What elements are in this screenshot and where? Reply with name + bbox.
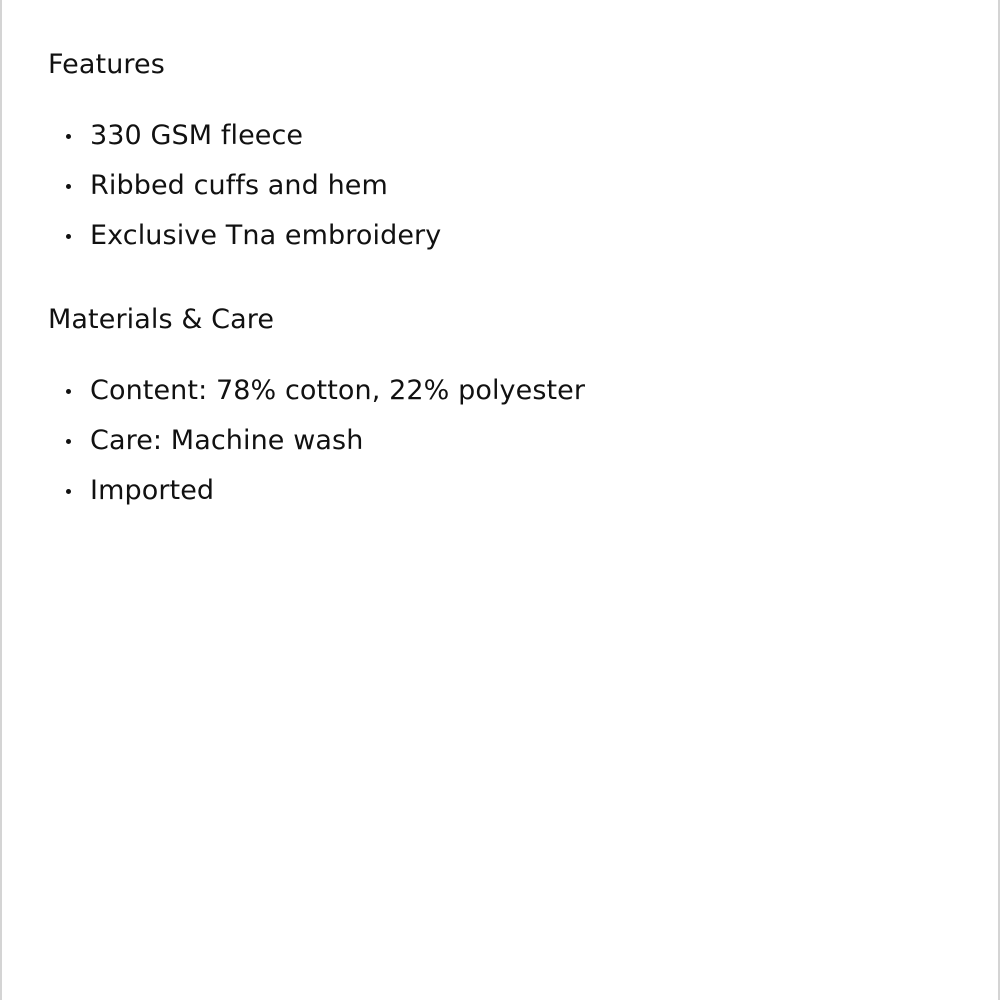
list-item xyxy=(48,416,948,466)
bullet-icon xyxy=(66,489,71,494)
bullet-icon xyxy=(66,439,71,444)
bullet-icon xyxy=(66,134,71,139)
features-section xyxy=(48,46,948,261)
list-item-text: Care: Machine wash xyxy=(90,425,364,456)
features-list xyxy=(48,111,948,261)
features-heading: Features xyxy=(48,49,165,80)
list-item xyxy=(48,111,948,161)
list-item xyxy=(48,161,948,211)
list-item xyxy=(48,466,948,516)
bullet-icon xyxy=(66,389,71,394)
list-item-text: Imported xyxy=(90,475,215,506)
list-item-text: Content: 78% cotton, 22% polyester xyxy=(90,375,586,406)
materials-care-heading: Materials & Care xyxy=(48,304,275,335)
materials-care-section xyxy=(48,301,948,516)
list-item xyxy=(48,366,948,416)
bullet-icon xyxy=(66,234,71,239)
materials-care-list xyxy=(48,366,948,516)
list-item-text: Exclusive Tna embroidery xyxy=(90,220,442,251)
panel-left-border xyxy=(0,0,2,1000)
bullet-icon xyxy=(66,184,71,189)
list-item xyxy=(48,211,948,261)
list-item-text: Ribbed cuffs and hem xyxy=(90,170,388,201)
list-item-text: 330 GSM fleece xyxy=(90,120,304,151)
